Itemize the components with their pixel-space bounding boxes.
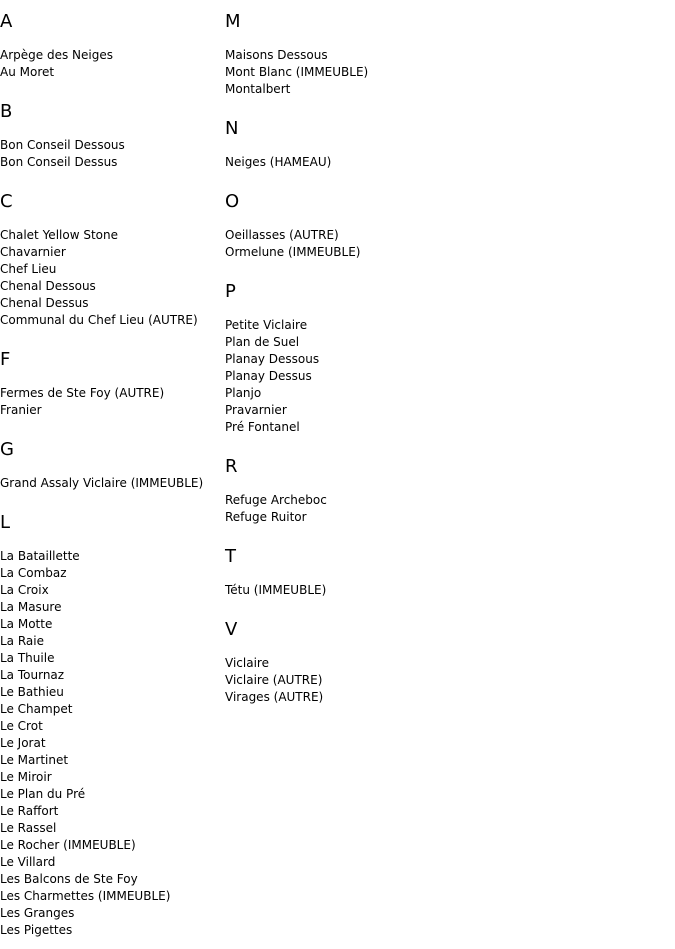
place-item: Viclaire xyxy=(225,656,269,670)
place-list xyxy=(225,567,485,599)
place-item: Le Bathieu xyxy=(0,685,64,699)
place-item: Arpège des Neiges xyxy=(0,48,113,62)
place-item: Franier xyxy=(0,403,42,417)
group-spacer xyxy=(225,599,485,620)
letter-group-n xyxy=(225,119,485,171)
place-list xyxy=(0,122,220,171)
group-spacer xyxy=(0,81,220,102)
place-item: Le Raffort xyxy=(0,804,59,818)
place-list xyxy=(225,477,485,526)
place-item: La Motte xyxy=(0,617,53,631)
group-spacer xyxy=(0,419,220,440)
place-item: Le Rocher (IMMEUBLE) xyxy=(0,838,136,852)
place-list xyxy=(225,32,485,98)
place-item: La Croix xyxy=(0,583,49,597)
place-item: Refuge Ruitor xyxy=(225,510,307,524)
place-item: Montalbert xyxy=(225,82,291,96)
group-spacer xyxy=(225,526,485,547)
letter-heading: R xyxy=(225,456,238,477)
group-spacer xyxy=(225,98,485,119)
group-spacer xyxy=(0,171,220,192)
letter-heading: M xyxy=(225,11,241,32)
place-item: Planay Dessus xyxy=(225,369,312,383)
place-list xyxy=(0,212,220,329)
place-item: La Bataillette xyxy=(0,549,80,563)
place-item: Le Champet xyxy=(0,702,73,716)
letter-heading: O xyxy=(225,191,240,212)
place-item: Chalet Yellow Stone xyxy=(0,228,118,242)
place-list xyxy=(0,32,220,81)
place-item: Communal du Chef Lieu (AUTRE) xyxy=(0,313,198,327)
letter-heading: C xyxy=(0,191,13,212)
place-item: Planjo xyxy=(225,386,262,400)
right-column xyxy=(225,12,485,706)
place-list xyxy=(225,302,485,436)
place-list xyxy=(0,370,220,419)
place-item: Bon Conseil Dessous xyxy=(0,138,125,152)
place-item: Le Martinet xyxy=(0,753,69,767)
place-item: Tétu (IMMEUBLE) xyxy=(225,583,327,597)
letter-group-f xyxy=(0,350,220,419)
place-item: Mont Blanc (IMMEUBLE) xyxy=(225,65,369,79)
letter-group-r xyxy=(225,457,485,526)
place-list xyxy=(225,212,485,261)
place-item: Bon Conseil Dessus xyxy=(0,155,118,169)
place-list xyxy=(225,640,485,706)
letter-heading: B xyxy=(0,101,13,122)
letter-heading: T xyxy=(225,546,236,567)
letter-group-a xyxy=(0,12,220,81)
letter-group-o xyxy=(225,192,485,261)
place-item: Petite Viclaire xyxy=(225,318,308,332)
place-item: Au Moret xyxy=(0,65,55,79)
place-item: Le Miroir xyxy=(0,770,52,784)
place-item: Chenal Dessus xyxy=(0,296,89,310)
place-item: Le Jorat xyxy=(0,736,46,750)
letter-group-p xyxy=(225,282,485,436)
group-spacer xyxy=(0,492,220,513)
group-spacer xyxy=(225,171,485,192)
place-item: Chenal Dessous xyxy=(0,279,96,293)
place-item: Pravarnier xyxy=(225,403,287,417)
letter-heading: L xyxy=(0,512,11,533)
place-item: Le Crot xyxy=(0,719,43,733)
letter-heading: N xyxy=(225,118,239,139)
letter-heading: G xyxy=(0,439,14,460)
place-item: La Masure xyxy=(0,600,62,614)
letter-heading: F xyxy=(0,349,11,370)
place-item: La Tournaz xyxy=(0,668,65,682)
letter-group-g xyxy=(0,440,220,492)
place-item: Chavarnier xyxy=(0,245,66,259)
place-item: Fermes de Ste Foy (AUTRE) xyxy=(0,386,165,400)
letter-group-m xyxy=(225,12,485,98)
place-item: Oeillasses (AUTRE) xyxy=(225,228,339,242)
place-item: Chef Lieu xyxy=(0,262,57,276)
place-item: Les Charmettes (IMMEUBLE) xyxy=(0,889,171,903)
letter-group-l xyxy=(0,513,220,939)
place-item: Virages (AUTRE) xyxy=(225,690,324,704)
place-item: Maisons Dessous xyxy=(225,48,328,62)
group-spacer xyxy=(225,436,485,457)
letter-group-v xyxy=(225,620,485,706)
place-item: Planay Dessous xyxy=(225,352,320,366)
place-list xyxy=(225,139,485,171)
place-item: Refuge Archeboc xyxy=(225,493,327,507)
letter-group-b xyxy=(0,102,220,171)
letter-group-t xyxy=(225,547,485,599)
letter-heading: A xyxy=(0,11,13,32)
place-item: La Thuile xyxy=(0,651,55,665)
place-item: Plan de Suel xyxy=(225,335,300,349)
letter-group-c xyxy=(0,192,220,329)
place-item: La Combaz xyxy=(0,566,67,580)
place-item: Grand Assaly Viclaire (IMMEUBLE) xyxy=(0,476,204,490)
place-item: La Raie xyxy=(0,634,44,648)
place-item: Les Balcons de Ste Foy xyxy=(0,872,138,886)
place-item: Pré Fontanel xyxy=(225,420,300,434)
place-item: Neiges (HAMEAU) xyxy=(225,155,332,169)
group-spacer xyxy=(0,329,220,350)
place-item: Viclaire (AUTRE) xyxy=(225,673,323,687)
letter-heading: P xyxy=(225,281,236,302)
group-spacer xyxy=(225,261,485,282)
place-list xyxy=(0,460,220,492)
place-item: Le Villard xyxy=(0,855,56,869)
place-item: Les Granges xyxy=(0,906,75,920)
place-item: Le Rassel xyxy=(0,821,57,835)
left-column xyxy=(0,12,220,939)
place-item: Les Pigettes xyxy=(0,923,73,937)
place-item: Ormelune (IMMEUBLE) xyxy=(225,245,361,259)
place-item: Le Plan du Pré xyxy=(0,787,86,801)
letter-heading: V xyxy=(225,619,238,640)
place-list xyxy=(0,533,220,939)
